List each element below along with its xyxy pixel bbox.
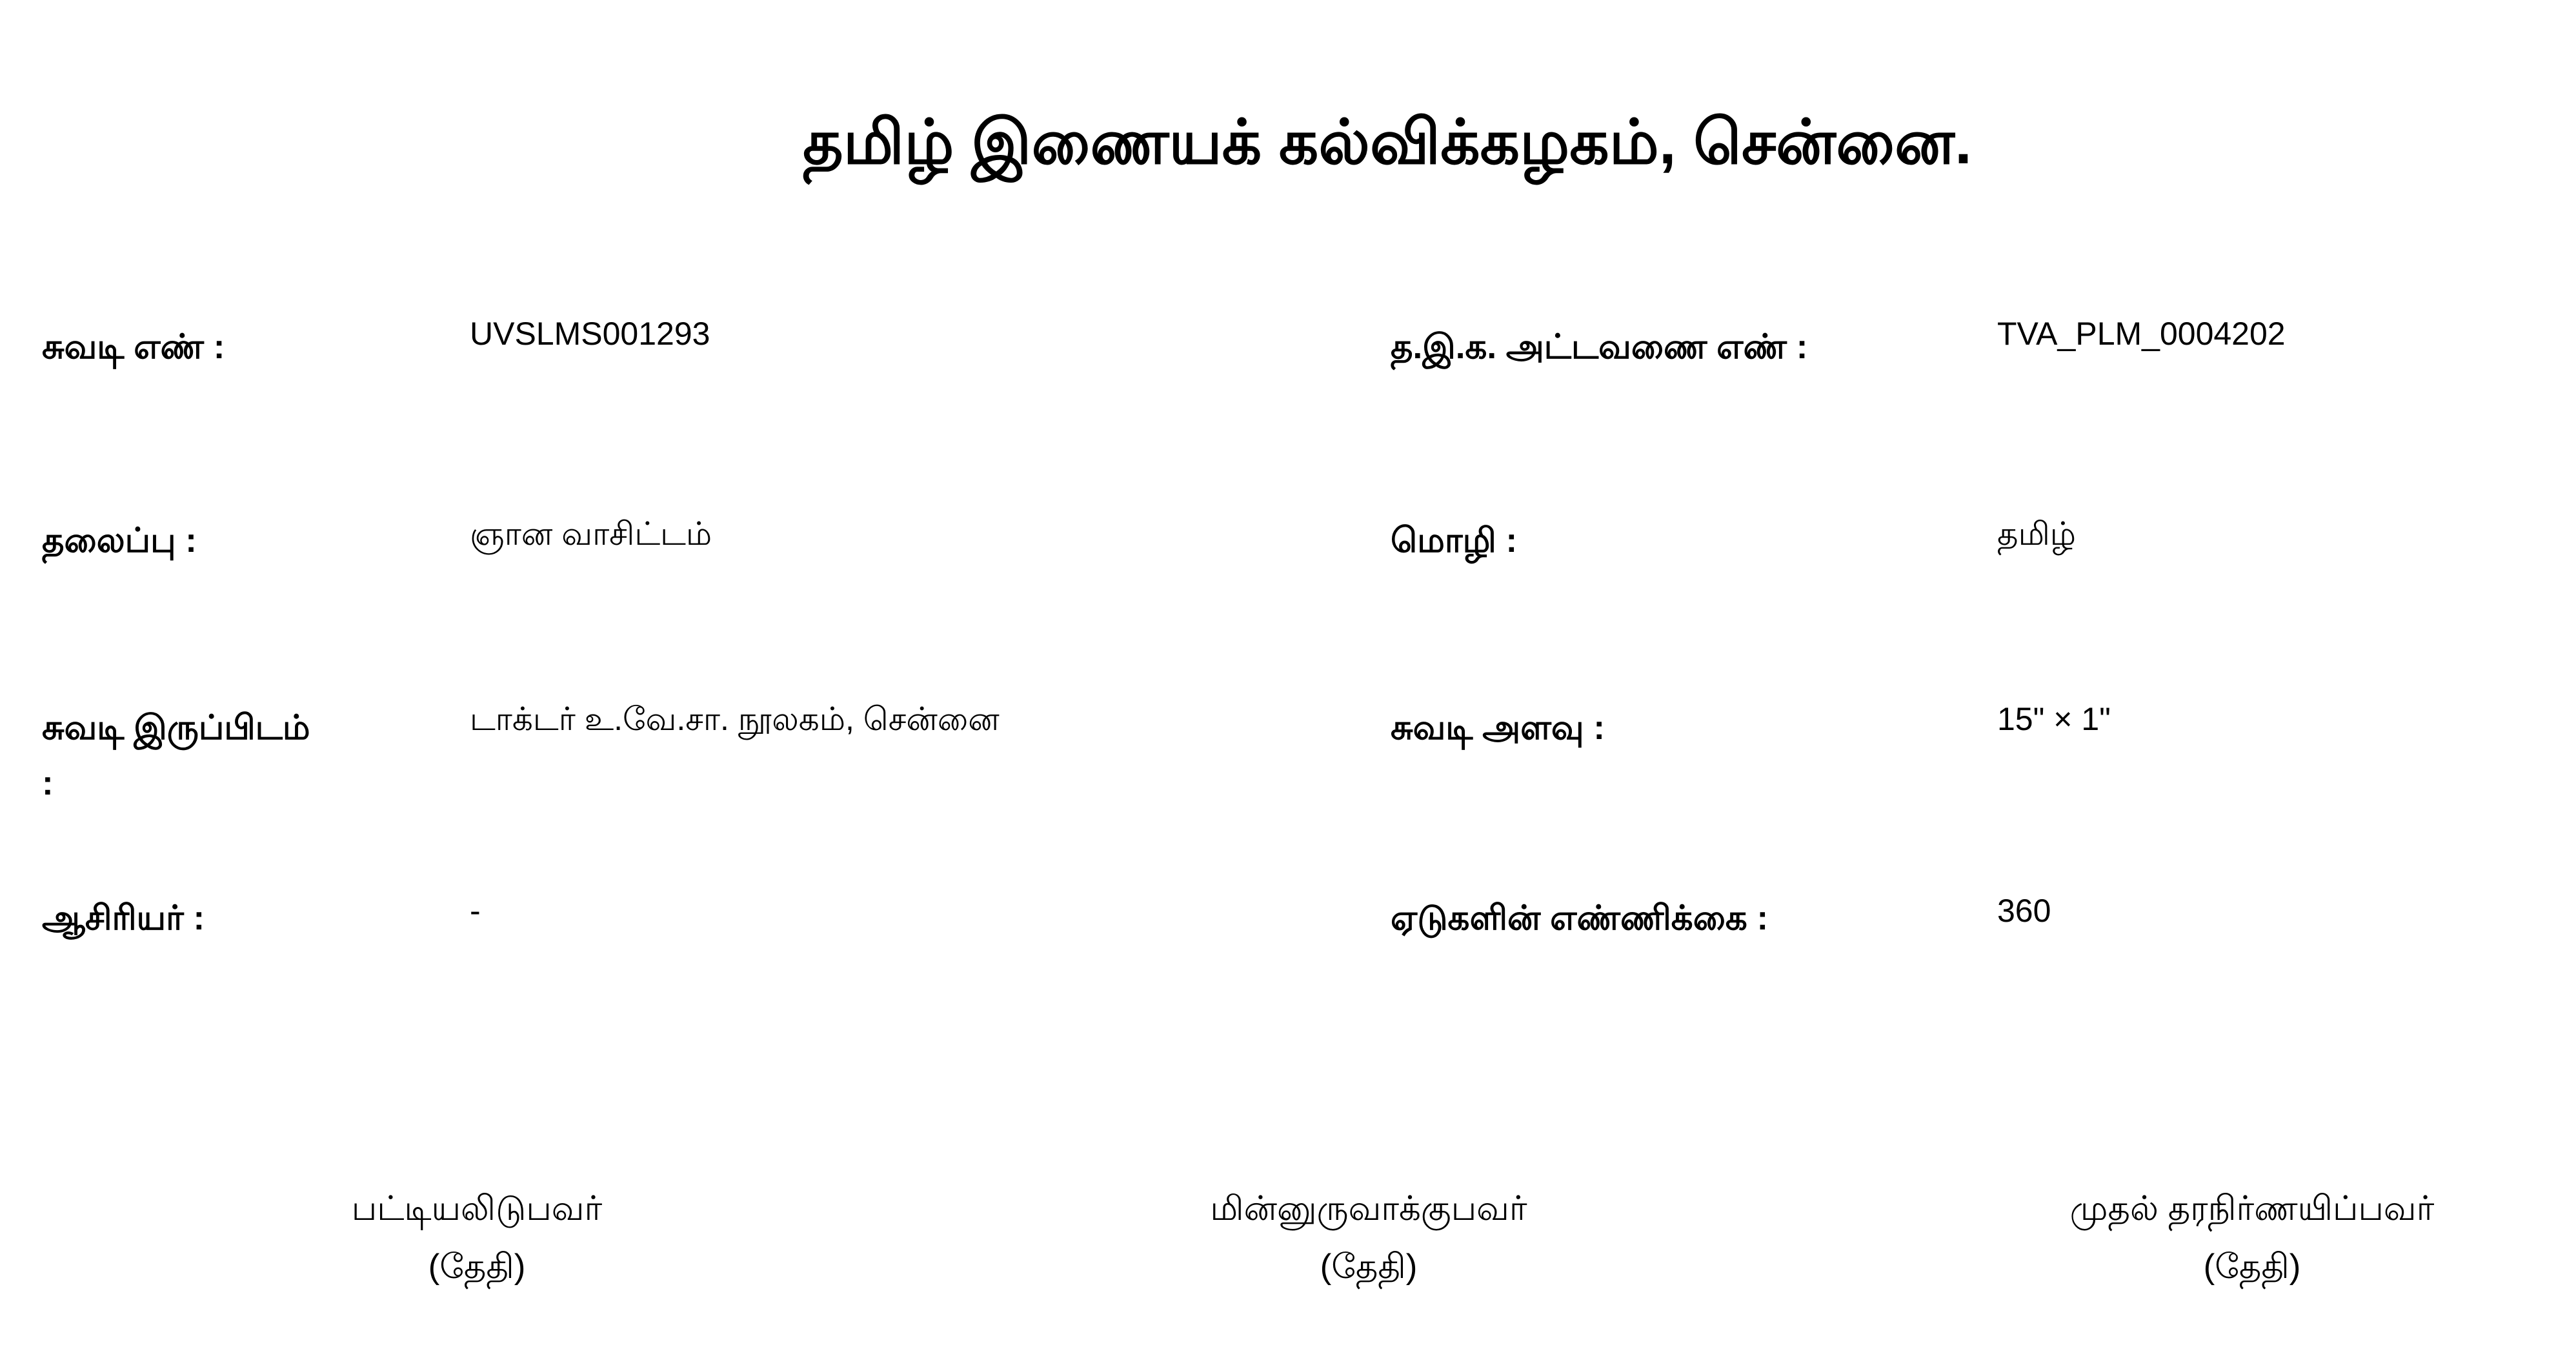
- signature-block-first-quality-assessor: [1929, 1180, 2575, 1296]
- field-value-title: ஞான வாசிட்டம்: [470, 516, 712, 552]
- field-label-tva-catalog-number: த.இ.க. அட்டவணை எண் :: [1391, 328, 1808, 366]
- field-label-leaf-count: ஏடுகளின் எண்ணிக்கை :: [1391, 899, 1769, 937]
- field-value-manuscript-number: UVSLMS001293: [470, 316, 710, 352]
- signature-role-digitizer: மின்னுருவாக்குபவர்: [1210, 1190, 1527, 1228]
- field-label-manuscript-number: சுவடி எண் :: [42, 328, 225, 366]
- field-label-manuscript-size: சுவடி அளவு :: [1391, 709, 1605, 747]
- page-title: தமிழ் இணையக் கல்விக்கழகம், சென்னை.: [803, 108, 1972, 177]
- signature-date-note: (தேதி): [1320, 1248, 1418, 1286]
- signature-block-cataloguer: [154, 1180, 800, 1296]
- signature-date-note: (தேதி): [428, 1248, 526, 1286]
- signature-role-first-quality-assessor: முதல் தரநிர்ணயிப்பவர்: [2069, 1190, 2435, 1228]
- field-value-language: தமிழ்: [1997, 516, 2077, 552]
- field-value-author: -: [470, 893, 481, 929]
- signature-block-digitizer: [1046, 1180, 1691, 1296]
- field-label-manuscript-location: சுவடி இருப்பிடம் :: [42, 709, 310, 802]
- signature-date-note: (தேதி): [2203, 1248, 2301, 1286]
- field-value-manuscript-size: 15" × 1": [1997, 701, 2111, 737]
- field-value-manuscript-location: டாக்டர் உ.வே.சா. நூலகம், சென்னை: [470, 701, 1000, 737]
- field-value-leaf-count: 360: [1997, 893, 2051, 929]
- field-label-author: ஆசிரியர் :: [42, 899, 205, 937]
- field-label-language: மொழி :: [1391, 522, 1518, 560]
- field-value-tva-catalog-number: TVA_PLM_0004202: [1997, 316, 2286, 352]
- signature-role-cataloguer: பட்டியலிடுபவர்: [351, 1190, 603, 1228]
- field-label-title: தலைப்பு :: [42, 522, 197, 560]
